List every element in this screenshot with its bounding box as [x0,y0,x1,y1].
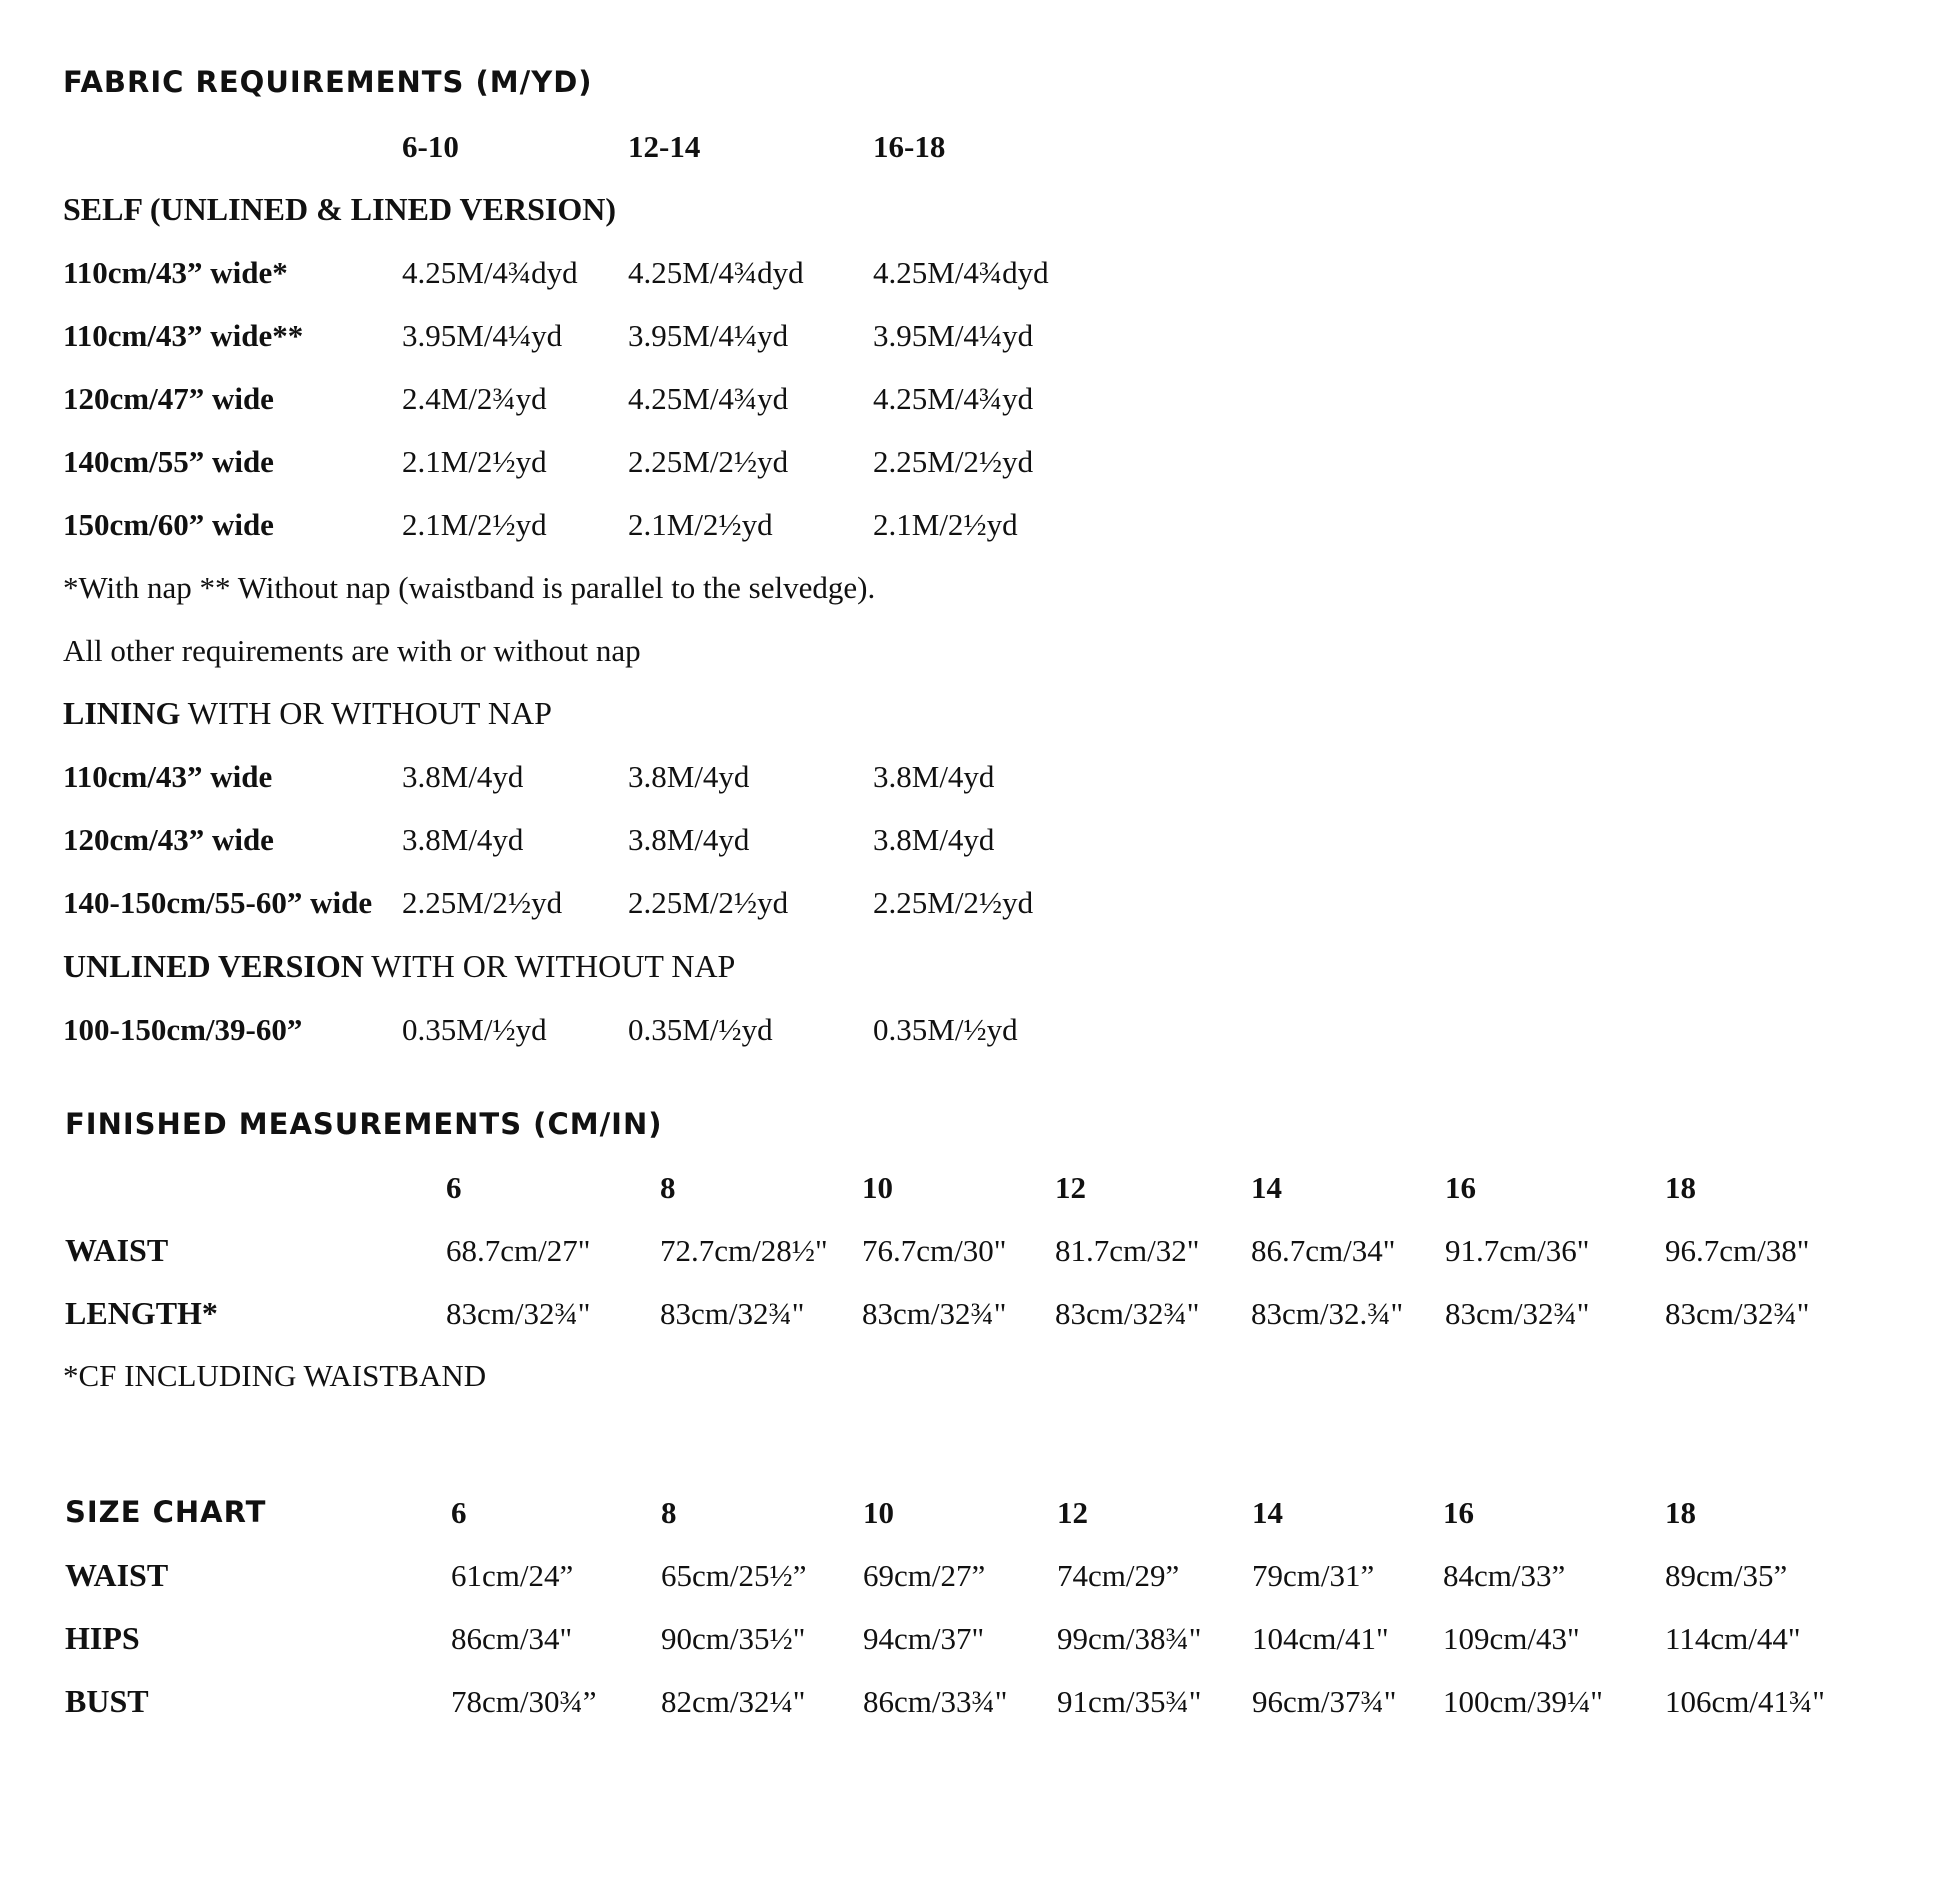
finished-row-value: 81.7cm/32" [1055,1233,1200,1268]
size-chart-row-value: 65cm/25½” [661,1558,807,1593]
finished-row-value: 83cm/32¾" [1055,1296,1200,1331]
unlined-row-label: 100-150cm/39-60” [63,1012,303,1047]
lining-row-value: 2.25M/2½yd [628,885,789,920]
size-chart-row-value: 86cm/34" [451,1621,573,1656]
size-chart-row-label: WAIST [65,1557,169,1593]
finished-size-header: 14 [1251,1170,1282,1205]
lining-heading [63,697,552,729]
finished-note: *CF INCLUDING WAISTBAND [63,1358,487,1393]
finished-row-value: 83cm/32¾" [1665,1296,1810,1331]
self-row-value: 4.25M/4¾dyd [628,255,804,290]
unlined-heading-bold: UNLINED VERSION [63,948,364,984]
size-chart-row-value: 99cm/38¾" [1057,1621,1202,1656]
size-chart-row-value: 69cm/27” [863,1558,986,1593]
fabric-size-header: 16-18 [873,129,946,164]
self-row-value: 4.25M/4¾dyd [402,255,578,290]
self-row-value: 4.25M/4¾yd [628,381,789,416]
lining-row-value: 2.25M/2½yd [402,885,563,920]
lining-row-value: 3.8M/4yd [873,822,995,857]
fabric-size-header: 12-14 [628,129,701,164]
finished-size-header: 10 [862,1170,893,1205]
lining-row-value: 3.8M/4yd [628,759,750,794]
finished-row-value: 83cm/32¾" [660,1296,805,1331]
size-chart-size-header: 16 [1443,1495,1474,1530]
size-chart-row-value: 90cm/35½" [661,1621,806,1656]
self-row-label: 120cm/47” wide [63,381,274,416]
finished-size-header: 6 [446,1170,462,1205]
other-requirements-note: All other requirements are with or without nap [63,633,641,668]
size-chart-row-value: 84cm/33” [1443,1558,1566,1593]
fabric-size-header: 6-10 [402,129,459,164]
size-chart-size-header: 18 [1665,1495,1696,1530]
size-chart-row-value: 82cm/32¼" [661,1684,806,1719]
lining-row-value: 3.8M/4yd [402,822,524,857]
lining-row-value: 3.8M/4yd [873,759,995,794]
size-chart-row-label: BUST [65,1683,149,1719]
size-chart-row-value: 61cm/24” [451,1558,574,1593]
self-row-label: 110cm/43” wide* [63,255,288,290]
size-chart-row-value: 94cm/37" [863,1621,985,1656]
size-chart-row-value: 109cm/43" [1443,1621,1580,1656]
size-chart-row-value: 89cm/35” [1665,1558,1788,1593]
fabric-title: FABRIC REQUIREMENTS (M/YD) [63,65,593,99]
finished-row-value: 68.7cm/27" [446,1233,591,1268]
self-row-label: 150cm/60” wide [63,507,274,542]
unlined-row-value: 0.35M/½yd [628,1012,773,1047]
finished-row-value: 83cm/32¾" [862,1296,1007,1331]
finished-size-header: 12 [1055,1170,1086,1205]
finished-row-value: 96.7cm/38" [1665,1233,1810,1268]
finished-row-label: LENGTH* [65,1295,218,1331]
self-row-label: 110cm/43” wide** [63,318,304,353]
self-row-value: 3.95M/4¼yd [628,318,789,353]
finished-row-value: 83cm/32.¾" [1251,1296,1404,1331]
finished-row-value: 83cm/32¾" [446,1296,591,1331]
size-chart-row-value: 78cm/30¾” [451,1684,597,1719]
size-chart-row-value: 100cm/39¼" [1443,1684,1603,1719]
finished-row-value: 91.7cm/36" [1445,1233,1590,1268]
size-chart-row-value: 104cm/41" [1252,1621,1389,1656]
unlined-heading-rest: WITH OR WITHOUT NAP [363,948,736,984]
lining-heading-bold: LINING [63,695,181,731]
size-chart-row-value: 96cm/37¾" [1252,1684,1397,1719]
self-row-value: 2.25M/2½yd [873,444,1034,479]
size-chart-row-label: HIPS [65,1620,140,1656]
nap-note: *With nap ** Without nap (waistband is parallel to the selvedge). [63,570,876,605]
lining-heading-rest: WITH OR WITHOUT NAP [180,695,552,731]
self-row-label: 140cm/55” wide [63,444,274,479]
unlined-row-value: 0.35M/½yd [873,1012,1018,1047]
self-row-value: 3.95M/4¼yd [402,318,563,353]
self-row-value: 3.95M/4¼yd [873,318,1034,353]
size-chart-row-value: 91cm/35¾" [1057,1684,1202,1719]
size-chart-size-header: 14 [1252,1495,1283,1530]
finished-row-value: 83cm/32¾" [1445,1296,1590,1331]
size-chart-size-header: 10 [863,1495,894,1530]
size-chart-row-value: 114cm/44" [1665,1621,1801,1656]
unlined-heading [63,950,735,982]
finished-size-header: 16 [1445,1170,1476,1205]
self-row-value: 2.1M/2½yd [873,507,1018,542]
lining-row-value: 2.25M/2½yd [873,885,1034,920]
size-chart-row-value: 106cm/41¾" [1665,1684,1825,1719]
self-row-value: 2.25M/2½yd [628,444,789,479]
finished-row-value: 76.7cm/30" [862,1233,1007,1268]
self-row-value: 4.25M/4¾yd [873,381,1034,416]
self-row-value: 4.25M/4¾dyd [873,255,1049,290]
lining-row-value: 3.8M/4yd [628,822,750,857]
finished-size-header: 18 [1665,1170,1696,1205]
lining-row-label: 110cm/43” wide [63,759,273,794]
self-row-value: 2.1M/2½yd [402,507,547,542]
size-chart-row-value: 86cm/33¾" [863,1684,1008,1719]
self-row-value: 2.1M/2½yd [628,507,773,542]
size-chart-size-header: 8 [661,1495,677,1530]
finished-title: FINISHED MEASUREMENTS (CM/IN) [65,1107,663,1141]
lining-row-value: 3.8M/4yd [402,759,524,794]
finished-row-value: 86.7cm/34" [1251,1233,1396,1268]
size-chart-row-value: 74cm/29” [1057,1558,1180,1593]
self-heading: SELF (UNLINED & LINED VERSION) [63,191,616,227]
self-row-value: 2.4M/2¾yd [402,381,547,416]
lining-row-label: 140-150cm/55-60” wide [63,885,373,920]
unlined-row-value: 0.35M/½yd [402,1012,547,1047]
self-row-value: 2.1M/2½yd [402,444,547,479]
size-chart-size-header: 12 [1057,1495,1088,1530]
finished-row-value: 72.7cm/28½" [660,1233,828,1268]
size-chart-title: SIZE CHART [65,1495,267,1529]
finished-row-label: WAIST [65,1232,169,1268]
lining-row-label: 120cm/43” wide [63,822,274,857]
finished-size-header: 8 [660,1170,676,1205]
size-chart-row-value: 79cm/31” [1252,1558,1375,1593]
size-chart-size-header: 6 [451,1495,467,1530]
